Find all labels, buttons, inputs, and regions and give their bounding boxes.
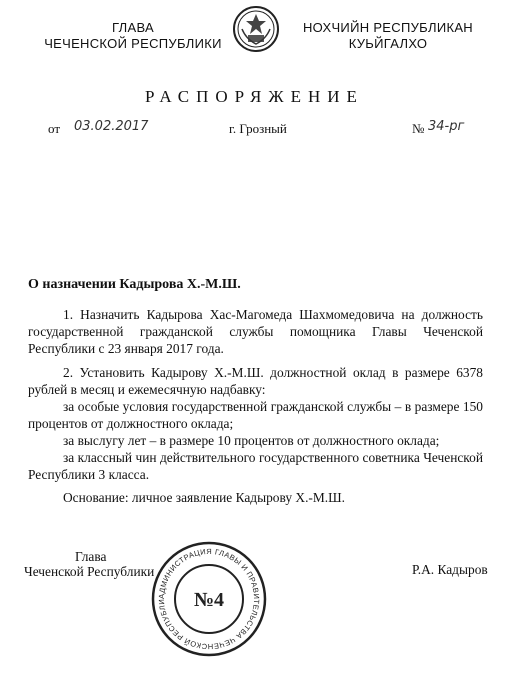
paragraph-2c: за классный чин действительного государственного советника Чеченской Республики 3 класса.	[28, 450, 483, 482]
paragraph-2: 2. Установить Кадырову Х.-М.Ш. должностной оклад в размере 6378 рублей в месяц и ежемесячную надбавку:	[28, 365, 483, 397]
paragraph-1: 1. Назначить Кадырова Хас-Магомеда Шахмомедовича на должность государственной гражданской службы помощника Главы Чеченской Республики с 23 января 2017 года.	[28, 307, 483, 356]
handwritten-date: 03.02.2017	[74, 119, 149, 134]
header-right-line1: НОХЧИЙН РЕСПУБЛИКАН	[302, 20, 473, 35]
header-left	[33, 20, 233, 52]
stamp-ring-text: АДМИНИСТРАЦИЯ ГЛАВЫ И ПРАВИТЕЛЬСТВА ЧЕЧЕНСКОЙ РЕСПУБЛИ	[156, 546, 262, 652]
coat-of-arms-icon	[232, 5, 280, 58]
document-subject: О назначении Кадырова Х.-М.Ш.	[28, 277, 241, 292]
header-left-line2: ЧЕЧЕНСКОЙ РЕСПУБЛИКИ	[44, 36, 222, 51]
document-title: РАСПОРЯЖЕНИЕ	[145, 87, 364, 106]
header-right	[298, 20, 478, 52]
stamp-number: №4	[193, 589, 225, 611]
signature-title-line2: Чеченской Республики	[24, 564, 155, 579]
date-prefix: от	[48, 121, 61, 136]
header-left-line1: ГЛАВА	[112, 20, 154, 35]
signatory-name: Р.А. Кадыров	[412, 562, 488, 577]
basis: Основание: личное заявление Кадырову Х.-М.Ш.	[63, 490, 345, 505]
signature-title-line1: Глава	[75, 549, 107, 564]
city: г. Грозный	[229, 121, 287, 136]
official-seal-icon	[150, 540, 268, 663]
number-prefix: №	[412, 121, 425, 136]
header-right-line2: КУЬЙГАЛХО	[348, 36, 428, 51]
paragraph-2a: за особые условия государственной гражданской службы – в размере 150 процентов от должностного оклада;	[28, 399, 483, 431]
paragraph-2b: за выслугу лет – в размере 10 процентов от должностного оклада;	[63, 433, 440, 448]
handwritten-number: 34-рг	[428, 119, 465, 134]
